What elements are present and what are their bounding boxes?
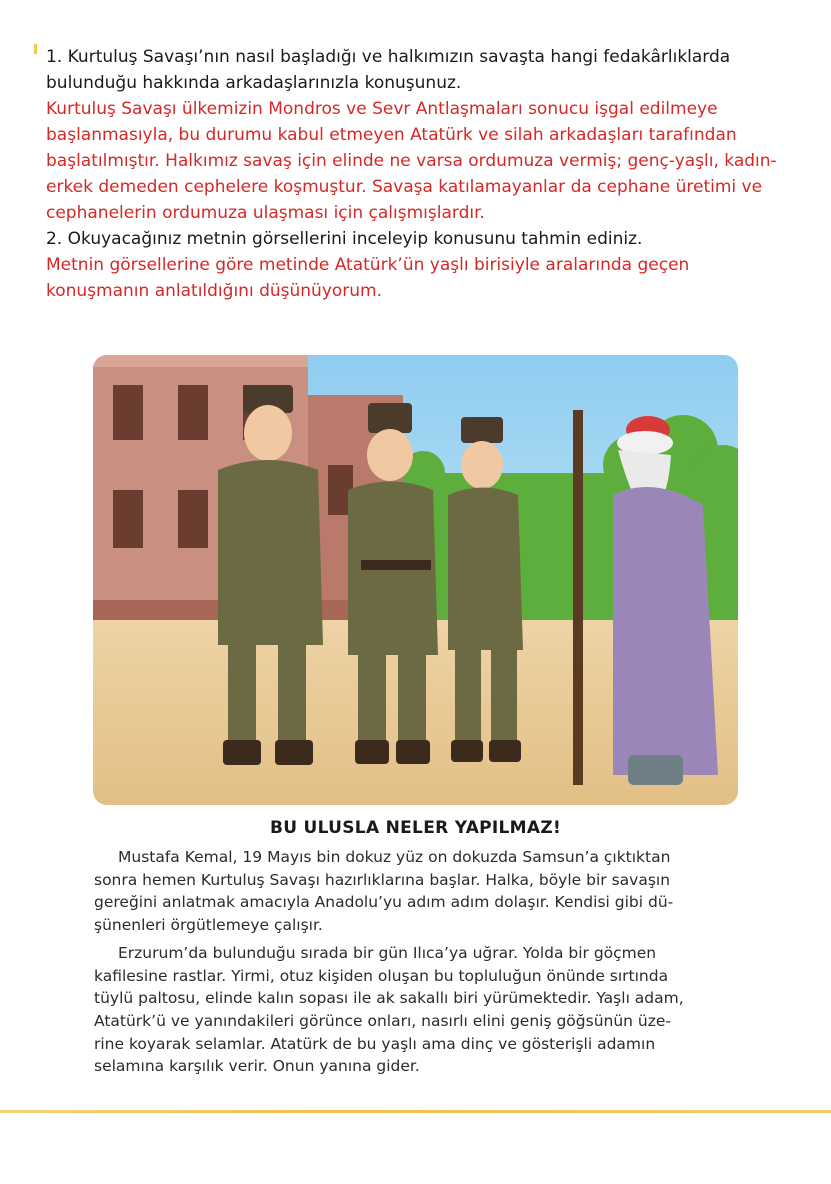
story-line: tüylü paltosu, elinde kalın sopası ile ak sakallı biri yürümektedir. Yaşlı adam, [94,989,684,1008]
questions-section [46,44,816,304]
walking-stick [573,410,583,785]
answer-1-line: başlanmasıyla, bu durumu kabul etmeyen Atatürk ve silah arkadaşları tarafından [46,125,737,145]
answer-1-line: başlatılmıştır. Halkımız savaş için elinde ne varsa ordumuza vermiş; genç-yaşlı, kadın- [46,151,777,171]
question-1-cont: bulunduğu hakkında arkadaşlarınızla konuşunuz. [46,73,462,93]
story-illustration [93,355,738,805]
story-line: selamına karşılık verir. Onun yanına gider. [94,1057,420,1076]
story-line: Mustafa Kemal, 19 Mayıs bin dokuz yüz on dokuzda Samsun’a çıktıktan [118,848,671,866]
story-line: Atatürk’ü ve yanındakileri görünce onları, nasırlı elini geniş göğsünün üze- [94,1011,672,1030]
bottom-rule [0,1110,831,1113]
story-line: Erzurum’da bulunduğu sırada bir gün Ilıca’ya uğrar. Yolda bir göçmen [118,943,657,962]
answer-1-line: Kurtuluş Savaşı ülkemizin Mondros ve Sevr Antlaşmaları sonucu işgal edilmeye [46,99,718,119]
question-2: 2. Okuyacağınız metnin görsellerini inceleyip konusunu tahmin ediniz. [46,229,643,249]
story-line: rine koyarak selamlar. Atatürk de bu yaşlı ama dinç ve gösterişli adamın [94,1034,656,1053]
story-line: gereğini anlatmak amacıyla Anadolu’yu adım adım dolaşır. Kendisi gibi dü- [94,893,674,912]
story-line: şünenleri örgütlemeye çalışır. [94,916,323,935]
question-1: 1. Kurtuluş Savaşı’nın nasıl başladığı ve halkımızın savaşta hangi fedakârlıklarda [46,47,731,67]
margin-mark [34,44,37,54]
answer-2-line: Metnin görsellerine göre metinde Atatürk’ün yaşlı birisiyle aralarında geçen [46,255,690,275]
answer-1-line: cephanelerin ordumuza ulaşması için çalışmışlardır. [46,203,485,223]
story-title: BU ULUSLA NELER YAPILMAZ! [269,818,562,838]
story-line: kafilesine rastlar. Yirmi, otuz kişiden oluşan bu topluluğun önünde sırtında [94,966,669,985]
answer-1-line: erkek demeden cephelere koşmuştur. Savaşa katılamayanlar da cephane üretimi ve [46,177,763,197]
story-body [94,846,738,1078]
story-line: sonra hemen Kurtuluş Savaşı hazırlıklarına başlar. Halka, böyle bir savaşın [94,870,671,889]
answer-2-line: konuşmanın anlatıldığını düşünüyorum. [46,281,383,301]
